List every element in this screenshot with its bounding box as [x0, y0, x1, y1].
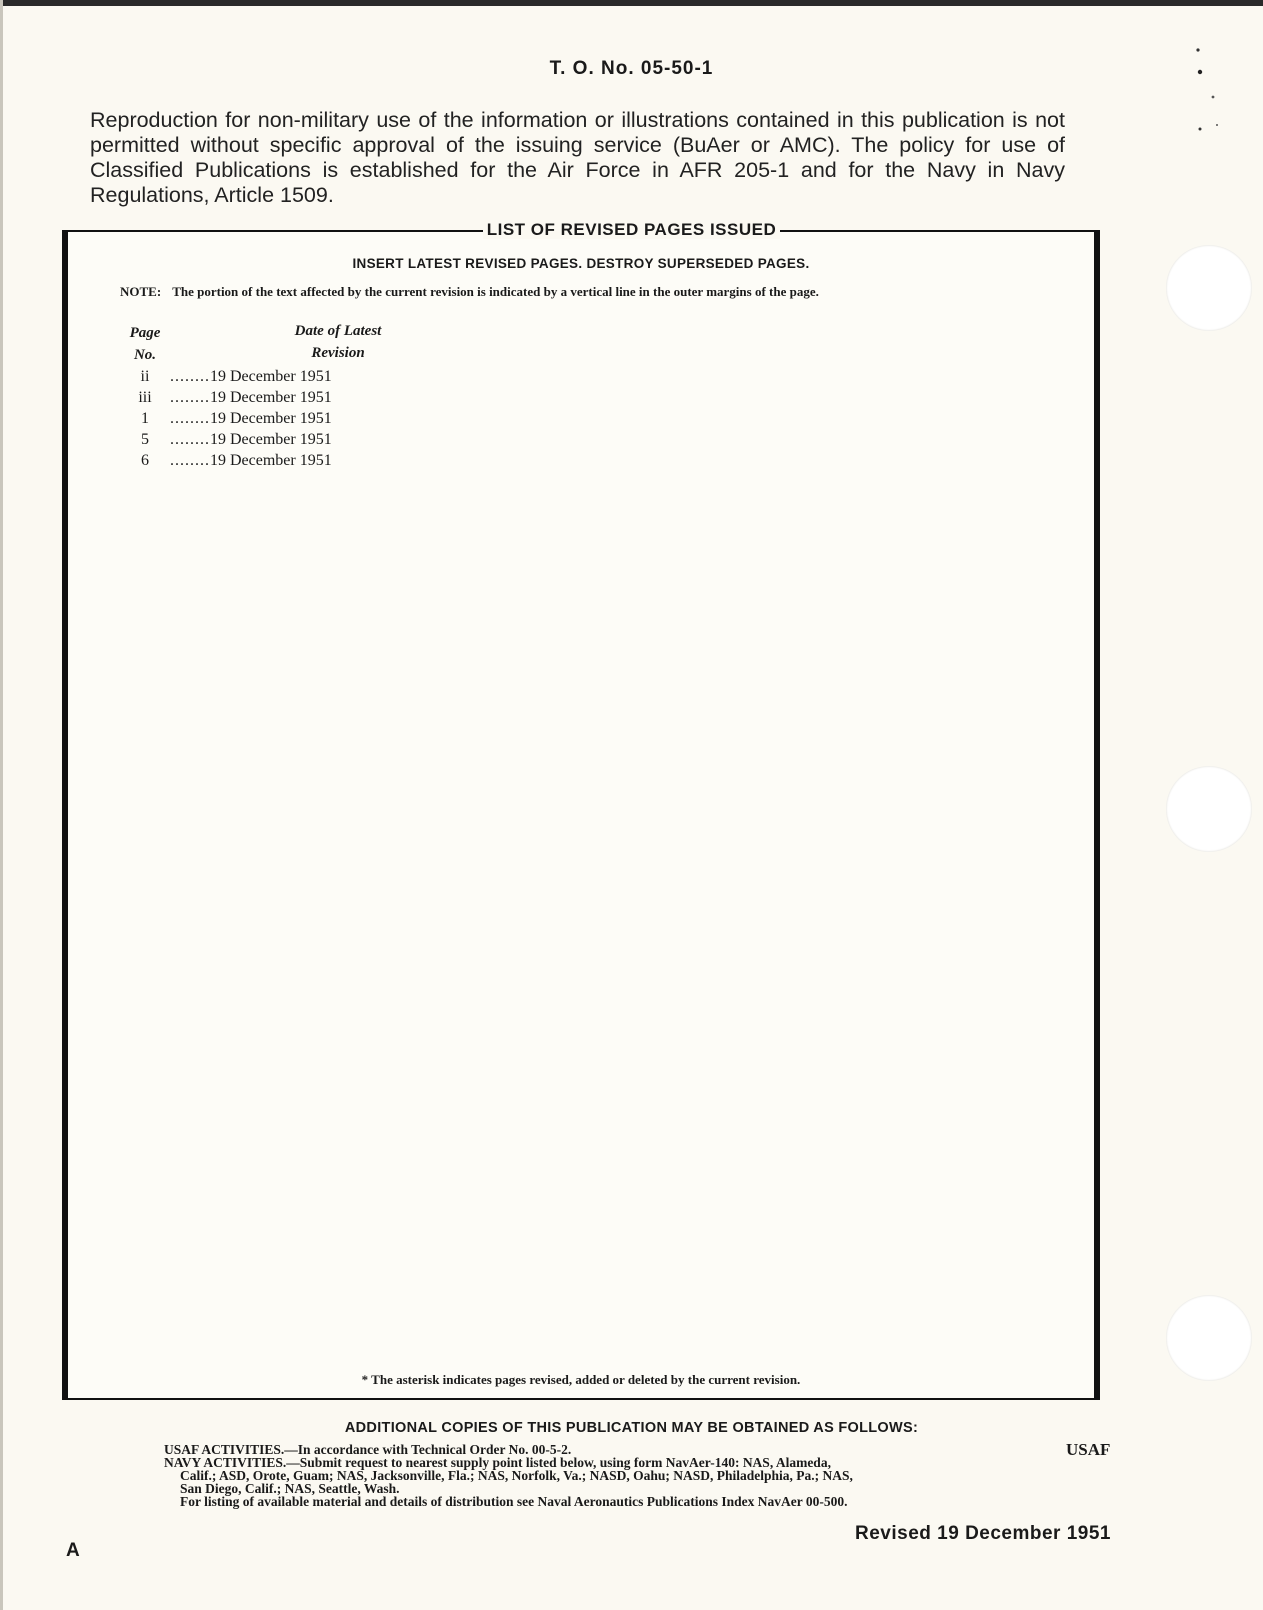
column-header-date	[268, 320, 408, 364]
usaf-activities-text: USAF ACTIVITIES.—In accordance with Technical Order No. 00-5-2.	[164, 1442, 572, 1457]
scan-specks	[1190, 40, 1220, 150]
revision-note	[120, 284, 819, 300]
row-revision-date: 19 December 1951	[210, 410, 332, 427]
revision-table	[120, 368, 470, 473]
revised-pages-box	[62, 230, 1100, 1400]
column-header-page-no	[120, 322, 170, 366]
table-row	[120, 368, 470, 389]
binder-hole-middle	[1166, 766, 1252, 852]
technical-order-number: T. O. No. 05-50-1	[549, 58, 714, 79]
listing-reference-text: For listing of available material and details of distribution see Naval Aeronautics Publications Index NavAer 00-500.	[180, 1494, 848, 1509]
binder-hole-top	[1166, 245, 1252, 331]
dot-leader: ........	[170, 452, 210, 469]
table-row	[120, 452, 470, 473]
navy-activities-text: NAVY ACTIVITIES.—Submit request to nearest supply point listed below, using form NavAer-140: NAS, Alameda,	[164, 1455, 831, 1470]
column-header-date-line2: Revision	[311, 345, 365, 361]
navy-activities-text-cont: San Diego, Calif.; NAS, Seattle, Wash.	[180, 1481, 400, 1496]
note-label: NOTE:	[120, 284, 162, 299]
dot-leader: ........	[170, 410, 210, 427]
additional-copies-heading: ADDITIONAL COPIES OF THIS PUBLICATION MAY BE OBTAINED AS FOLLOWS:	[344, 1420, 919, 1436]
dot-leader: ........	[170, 368, 210, 385]
column-header-page-line1: Page	[129, 325, 161, 341]
binder-hole-bottom	[1166, 1295, 1252, 1381]
row-page-number: 5	[141, 431, 149, 448]
navy-activities-text-cont: Calif.; ASD, Orote, Guam; NAS, Jacksonville, Fla.; NAS, Norfolk, Va.; NASD, Oahu; NASD, Philadelphia, Pa.; NAS,	[180, 1468, 853, 1483]
row-revision-date: 19 December 1951	[210, 452, 332, 469]
page-letter: A	[66, 1540, 80, 1561]
page-left-edge	[0, 0, 3, 1610]
list-heading-text: LIST OF REVISED PAGES ISSUED	[483, 220, 781, 239]
table-row	[120, 431, 470, 452]
row-revision-date: 19 December 1951	[210, 431, 332, 448]
note-text: The portion of the text affected by the current revision is indicated by a vertical line in the outer margins of the page.	[172, 284, 819, 299]
column-header-date-line1: Date of Latest	[294, 323, 382, 339]
row-revision-date: 19 December 1951	[210, 389, 332, 406]
row-page-number: 6	[141, 452, 149, 469]
table-row	[120, 389, 470, 410]
list-of-revised-pages-heading	[0, 220, 1263, 240]
row-page-number: ii	[140, 368, 150, 385]
page-top-edge	[0, 0, 1263, 6]
dot-leader: ........	[170, 431, 210, 448]
insert-instruction: INSERT LATEST REVISED PAGES. DESTROY SUPERSEDED PAGES.	[352, 256, 810, 271]
usaf-tag: USAF	[1066, 1440, 1111, 1459]
dot-leader: ........	[170, 389, 210, 406]
row-page-number: 1	[141, 410, 149, 427]
reproduction-notice: Reproduction for non-military use of the information or illustrations contained in this publication is not permitted without specific approval of the issuing service (BuAer or AMC). The policy for use of Classified Publications is established for the Air Force in AFR 205-1 and for the Navy in Navy Regulations, Article 1509.	[90, 108, 1065, 207]
table-row	[120, 410, 470, 431]
revised-date: Revised 19 December 1951	[855, 1523, 1111, 1544]
row-page-number: iii	[138, 389, 152, 406]
distribution-info	[164, 1443, 1026, 1508]
asterisk-note: * The asterisk indicates pages revised, added or deleted by the current revision.	[361, 1372, 801, 1387]
row-revision-date: 19 December 1951	[210, 368, 332, 385]
column-header-page-line2: No.	[133, 347, 157, 363]
